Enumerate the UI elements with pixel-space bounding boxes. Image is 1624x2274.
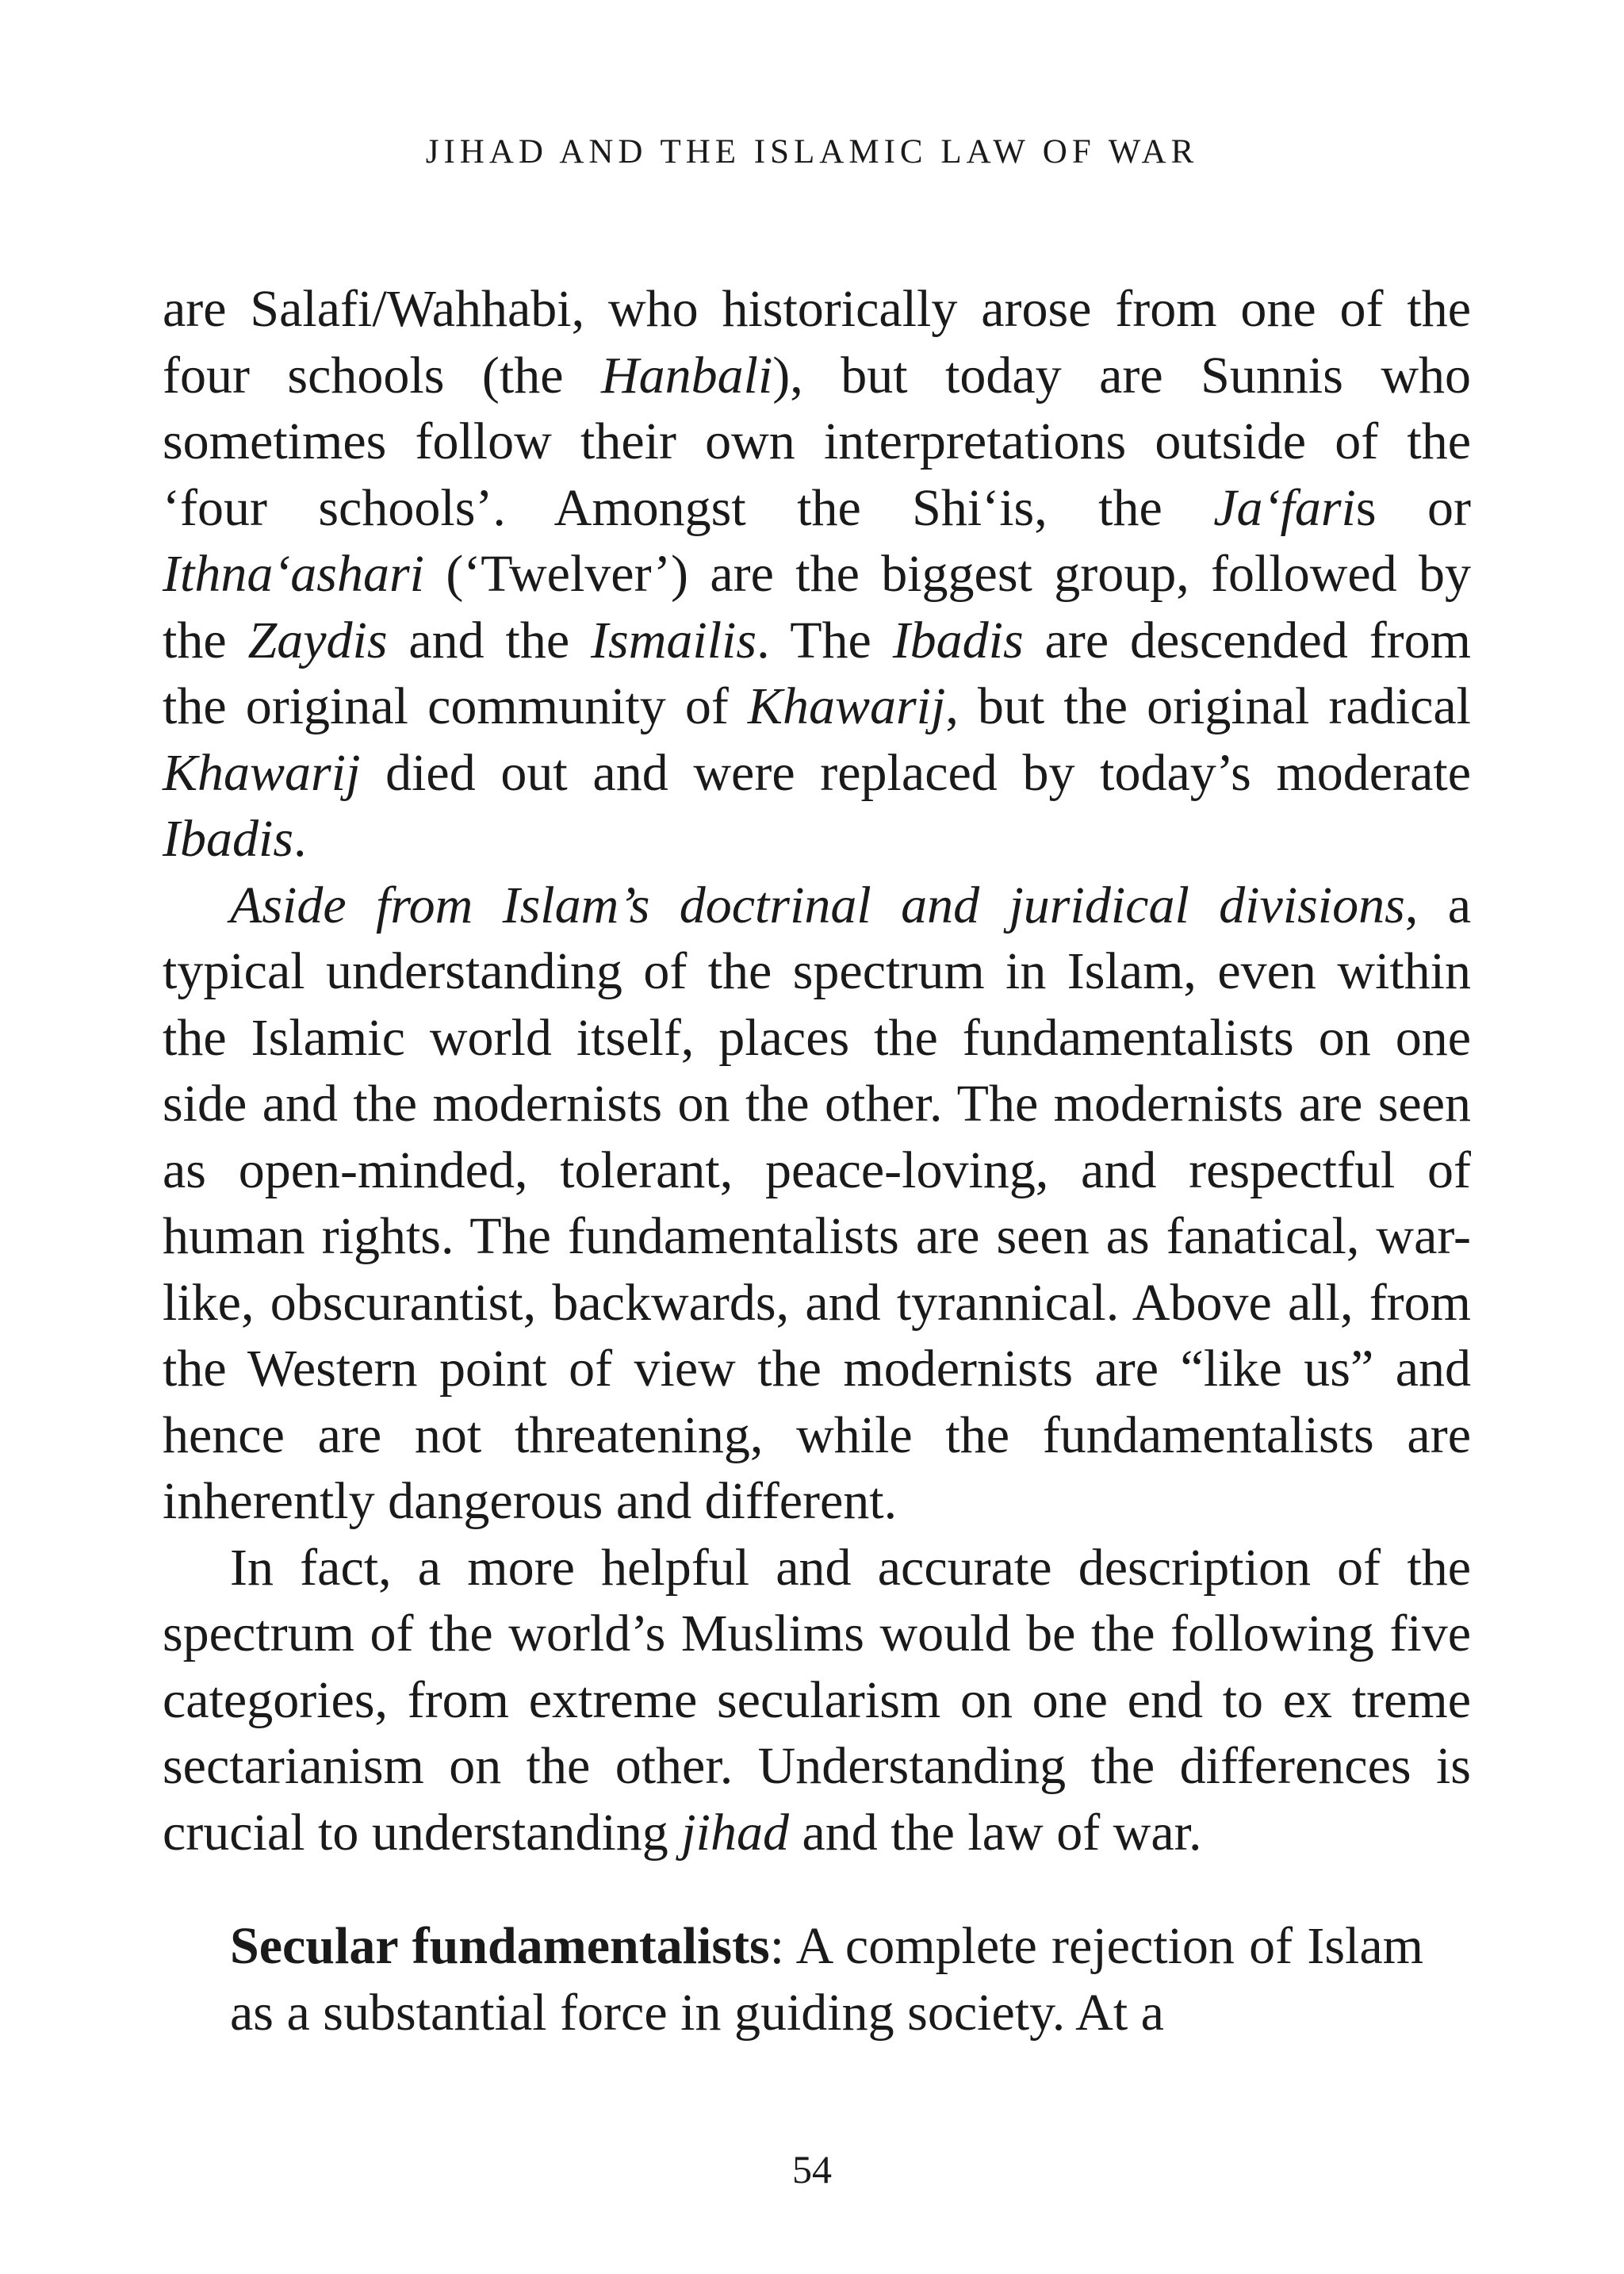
paragraph-1: are Salafi/Wahhabi, who historically arose from one of the four schools (the Hanbali), but today are Sunnis who sometimes follow their own interpretations outside of the ‘four schools’. Amongst the Shi‘is, the Ja‘faris or Ithna‘ashari (‘Twelver’) are the biggest group, followed by the Zaydis and the Ismailis. The Ibadis are descended from the original community of Khawarij, but the original radical Khawarij died out and were replaced by today’s moderate Ibadis. [163,280,1471,868]
paragraph-3: In fact, a more helpful and accurate description of the spectrum of the world’s Muslims would be the following five categories, from extreme secularism on one end to ex treme sectarianism on the other. Understanding the differences is crucial to understanding jihad and the law of war. [163,1538,1471,1862]
category-secular-fundamentalists: Secular fundamentalists: A complete rejection of Islam as a substantial force in guiding society. At a [230,1917,1423,2042]
running-head: JIHAD AND THE ISLAMIC LAW OF WAR [425,133,1199,171]
body-text [163,276,1471,2046]
category-term: Secular fundamentalists [230,1917,770,1975]
paragraph-2: Aside from Islam’s doctrinal and juridical divisions, a typical understanding of the spectrum in Islam, even within the Islamic world itself, places the fundamentalists on one side and the modernists on the other. The modernists are seen as open-minded, tolerant, peace-loving, and respectful of human rights. The fundamentalists are seen as fanatical, war-like, obscurantist, backwards, and tyrannical. Above all, from the Western point of view the modernists are “like us” and hence are not threatening, while the fundamentalists are inherently dangerous and different. [163,876,1471,1530]
page-number: 54 [792,2147,832,2192]
